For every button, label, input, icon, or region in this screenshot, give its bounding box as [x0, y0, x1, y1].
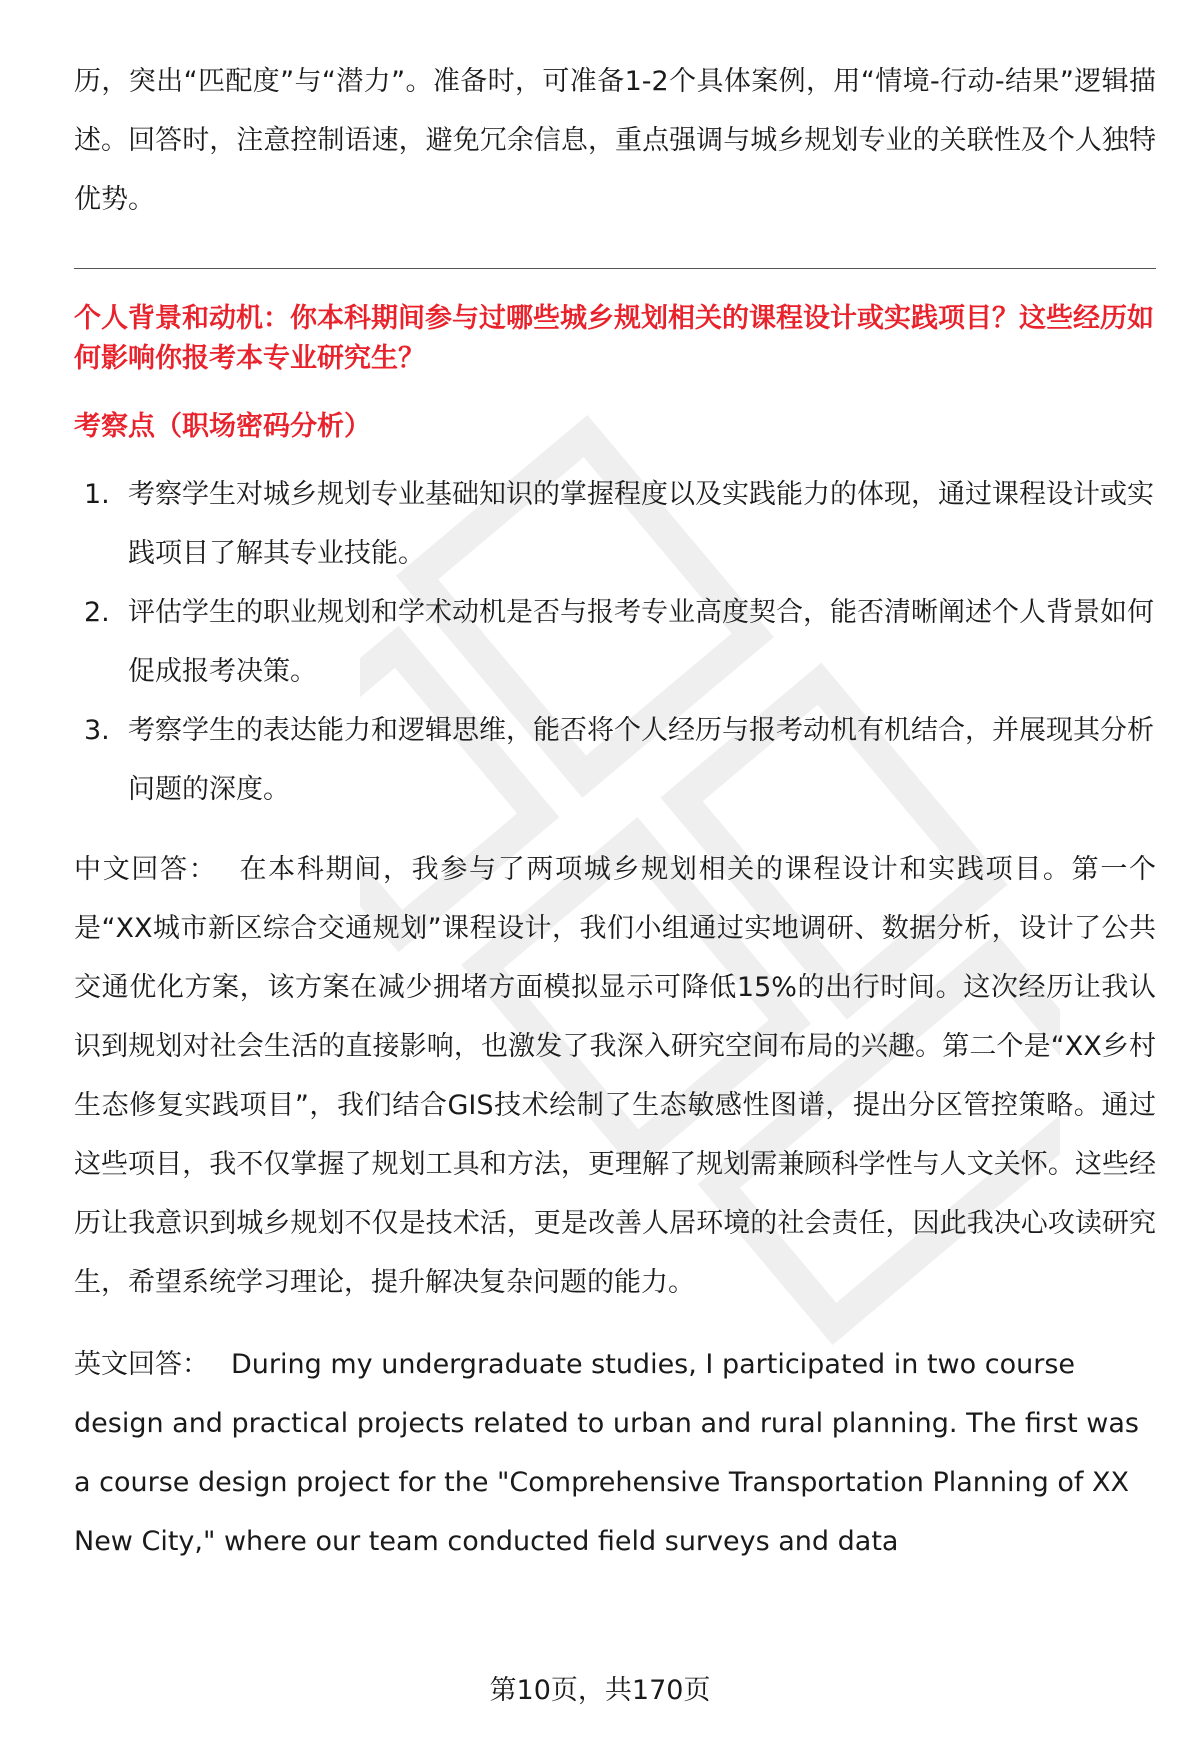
- section-divider: [74, 268, 1156, 269]
- list-item-text: 考察学生的表达能力和逻辑思维，能否将个人经历与报考动机有机结合，并展现其分析问题的深度。: [128, 715, 1154, 805]
- assessment-list: [74, 465, 1156, 819]
- list-item: [74, 701, 1156, 819]
- list-item-number: 3.: [84, 715, 110, 746]
- english-answer-text: During my undergraduate studies, I participated in two course design and practical projects related to urban and rural planning. The first was a course design project for the "Comprehensive Transportation Planning of XX New City," where our team conducted field surveys and data: [74, 1349, 1139, 1557]
- list-item-number: 2.: [84, 597, 110, 628]
- list-item-number: 1.: [84, 479, 110, 510]
- intro-paragraph: 历，突出“匹配度”与“潜力”。准备时，可准备1-2个具体案例，用“情境-行动-结果”逻辑描述。回答时，注意控制语速，避免冗余信息，重点强调与城乡规划专业的关联性及个人独特优势。: [74, 66, 1156, 215]
- chinese-answer-paragraph: [74, 840, 1156, 1312]
- document-page: [74, 30, 1156, 1571]
- list-item: [74, 465, 1156, 583]
- list-item-text: 评估学生的职业规划和学术动机是否与报考专业高度契合，能否清晰阐述个人背景如何促成报考决策。: [128, 597, 1154, 687]
- page-number: 第10页，共170页: [489, 1675, 711, 1706]
- question-heading: 个人背景和动机：你本科期间参与过哪些城乡规划相关的课程设计或实践项目？这些经历如何影响你报考本专业研究生？: [74, 303, 1154, 374]
- list-item-text: 考察学生对城乡规划专业基础知识的掌握程度以及实践能力的体现，通过课程设计或实践项目了解其专业技能。: [128, 479, 1154, 569]
- chinese-answer-label: 中文回答：: [74, 854, 218, 885]
- english-answer-paragraph: [74, 1335, 1156, 1571]
- list-item: [74, 583, 1156, 701]
- assessment-heading: 考察点（职场密码分析）: [74, 411, 371, 442]
- chinese-answer-text: 在本科期间，我参与了两项城乡规划相关的课程设计和实践项目。第一个是“XX城市新区综合交通规划”课程设计，我们小组通过实地调研、数据分析，设计了公共交通优化方案，该方案在减少拥堵方面模拟显示可降低15%的出行时间。这次经历让我认识到规划对社会生活的直接影响，也激发了我深入研究空间布局的兴趣。第二个是“XX乡村生态修复实践项目”，我们结合GIS技术绘制了生态敏感性图谱，提出分区管控策略。通过这些项目，我不仅掌握了规划工具和方法，更理解了规划需兼顾科学性与人文关怀。这些经历让我意识到城乡规划不仅是技术活，更是改善人居环境的社会责任，因此我决心攻读研究生，希望系统学习理论，提升解决复杂问题的能力。: [74, 854, 1157, 1298]
- english-answer-label: 英文回答：: [74, 1349, 209, 1380]
